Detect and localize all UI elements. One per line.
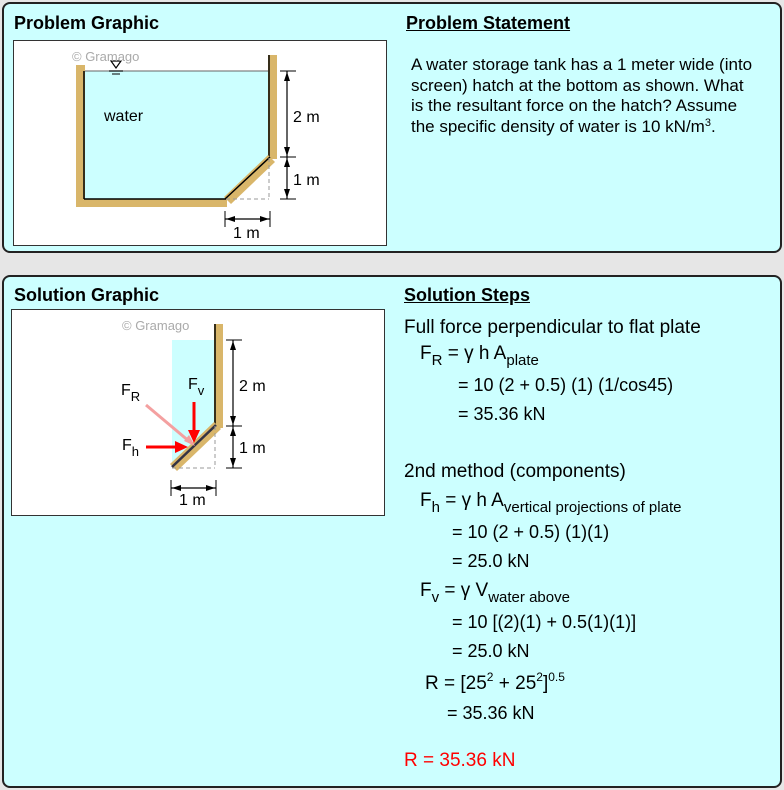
step-line-full-force: Full force perpendicular to flat plate xyxy=(404,317,701,338)
fr-label: $F_R$ xyxy=(121,382,141,404)
solution-dim-height-label: 2 m xyxy=(239,378,266,395)
step-fv-equation: $F_v = \gamma$ $V_{water above}$ xyxy=(420,580,570,606)
final-answer: R = 35.36 kN xyxy=(404,750,516,771)
water-label: water xyxy=(104,108,144,125)
step-fh-substitution: = 10 (2 + 0.5) (1)(1) xyxy=(452,522,610,542)
step-fv-substitution: = 10 [(2)(1) + 0.5(1)(1)] xyxy=(452,612,637,632)
solution-dim-hatch-width-label: 1 m xyxy=(179,492,206,509)
fh-label: $F_h$ xyxy=(122,437,140,459)
step-fr-substitution: = 10 (2 + 0.5) (1) (1/cos45) xyxy=(458,375,674,395)
dim-hatch-height-label: 1 m xyxy=(293,172,320,189)
step-fh-equation: $F_h = \gamma$ h $A_{vertical projections of plate}$ xyxy=(420,490,682,516)
problem-watermark: © Gramago xyxy=(72,49,140,64)
step-fr-equation: $F_R = \gamma$ h $A_{plate}$ xyxy=(420,343,539,369)
solution-steps-title: Solution Steps xyxy=(404,285,530,305)
step-fh-result: = 25.0 kN xyxy=(452,551,530,571)
step-fv-result: = 25.0 kN xyxy=(452,641,530,661)
solution-dim-hatch-height-label: 1 m xyxy=(239,440,266,457)
step-r-equation: $R = [25^2 + 25^2]^{0.5}$ xyxy=(425,670,565,694)
dim-hatch-width-label: 1 m xyxy=(233,225,260,242)
step-r-result: = 35.36 kN xyxy=(447,703,535,723)
problem-graphic-title: Problem Graphic xyxy=(14,13,160,33)
problem-statement-end: . xyxy=(710,116,716,136)
solution-graphic-title: Solution Graphic xyxy=(14,285,160,305)
dim-height-label: 2 m xyxy=(293,109,320,126)
step-method2-heading: 2nd method (components) xyxy=(404,461,626,482)
problem-statement-title: Problem Statement xyxy=(406,13,571,33)
step-fr-result: = 35.36 kN xyxy=(458,404,546,424)
solution-watermark: © Gramago xyxy=(122,318,190,333)
problem-statement-sup: 3 xyxy=(704,116,711,129)
problem-statement-text: A water storage tank has a 1 meter wide (into screen) hatch at the bottom as shown. What is the resultant force on the hatch? Assume the specific density of water is 10 kN/m xyxy=(411,55,753,136)
fv-label: $F_v$ xyxy=(188,376,205,398)
